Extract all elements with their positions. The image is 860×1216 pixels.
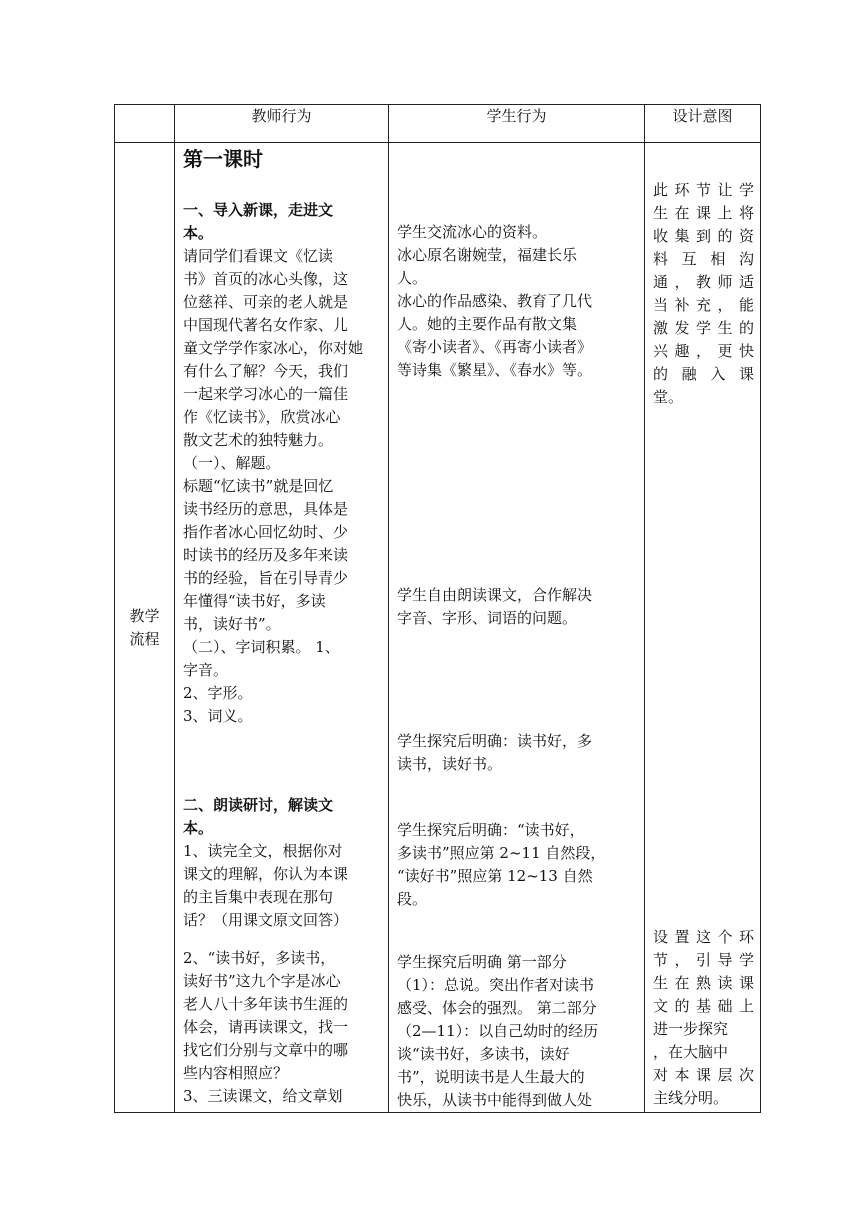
header-student: 学生行为 [389,105,645,143]
student-block-3: 学生探究后明确：读书好，多 读书，读好书。 [397,732,593,773]
intent-cell [645,143,761,1113]
lesson-table [114,104,761,1113]
intent-block-2: 设置这个环 节，引导学 生在熟读课 文的基础上 进一步探究 ，在大脑中 对本课层次 主线分明。 [653,928,754,1107]
teacher-lesson-block [183,145,382,173]
body-row [115,143,761,1113]
header-teacher: 教师行为 [175,105,389,143]
student-block-4: 学生探究后明确：“读书好， 多读书”照应第 2~11 自然段， “读好书”照应第 12~13 自然 段。 [397,821,606,908]
header-row [115,105,761,143]
student-cell [389,143,645,1113]
header-blank [115,105,175,143]
teacher-cell [175,143,389,1113]
teacher-section-2-q2: 2、“读书好，多读书， 读好书”这九个字是冰心 老人八十多年读书生涯的 体会，请再读课文，找一 找它们分别与文章中的哪 些内容相照应？ 3、三读课文，给文章划 [183,949,349,1105]
intent-block-1: 此环节让学 生在课上将 收集到的资 料互相沟 通，教师适 当补充，能 激发学生的 兴趣，更快 的融入课 堂。 [653,181,754,406]
student-block-5: 学生探究后明确 第一部分 （1）：总说。突出作者对读书 感受、体会的强烈。 第二部分 （2—11）：以自己幼时的经历 谈“读书好，多读书，读好 书”，说明读书是人生最大的 快乐，从读书中能得到做人处 [397,953,599,1109]
lesson-title: 第一课时 [183,147,263,171]
student-block-2: 学生自由朗读课文，合作解决 字音、字形、词语的问题。 [397,586,593,627]
student-block-1: 学生交流冰心的资料。 冰心原名谢婉莹，福建长乐 人。 冰心的作品感染、教育了几代 人。她的主要作品有散文集 《寄小读者》、《再寄小读者》 等诗集《繁星》、《春水》等。 [397,223,593,379]
side-label: 教学 流程 [115,143,175,1113]
header-intent: 设计意图 [645,105,761,143]
teacher-section-2: 二、朗读研讨，解读文 本。 1、读完全文，根据你对 课文的理解，你认为本课 的主旨集中表现在那句 话？（用课文原文回答） [183,796,349,929]
teacher-section-1: 一、导入新课，走进文 本。 请同学们看课文《忆读 书》首页的冰心头像，这 位慈祥、可亲的老人就是 中国现代著名女作家、儿 童文学学作家冰心，你对她 有什么了解？今天，我们 一起来学习冰心的一篇佳 作《忆读书》，欣赏冰心 散文艺术的独特魅力。 （一）、解题。 标题“忆读书”就是回忆 读书经历的意思，具体是 指作者冰心回忆幼时、少 时读书的经历及多年来读 书的经验，旨在引导青少 年懂得“读书好，多读 书，读好书”。 （二）、字词积累。 1、 字音。 2、字形。 3、词义。 [183,201,364,725]
